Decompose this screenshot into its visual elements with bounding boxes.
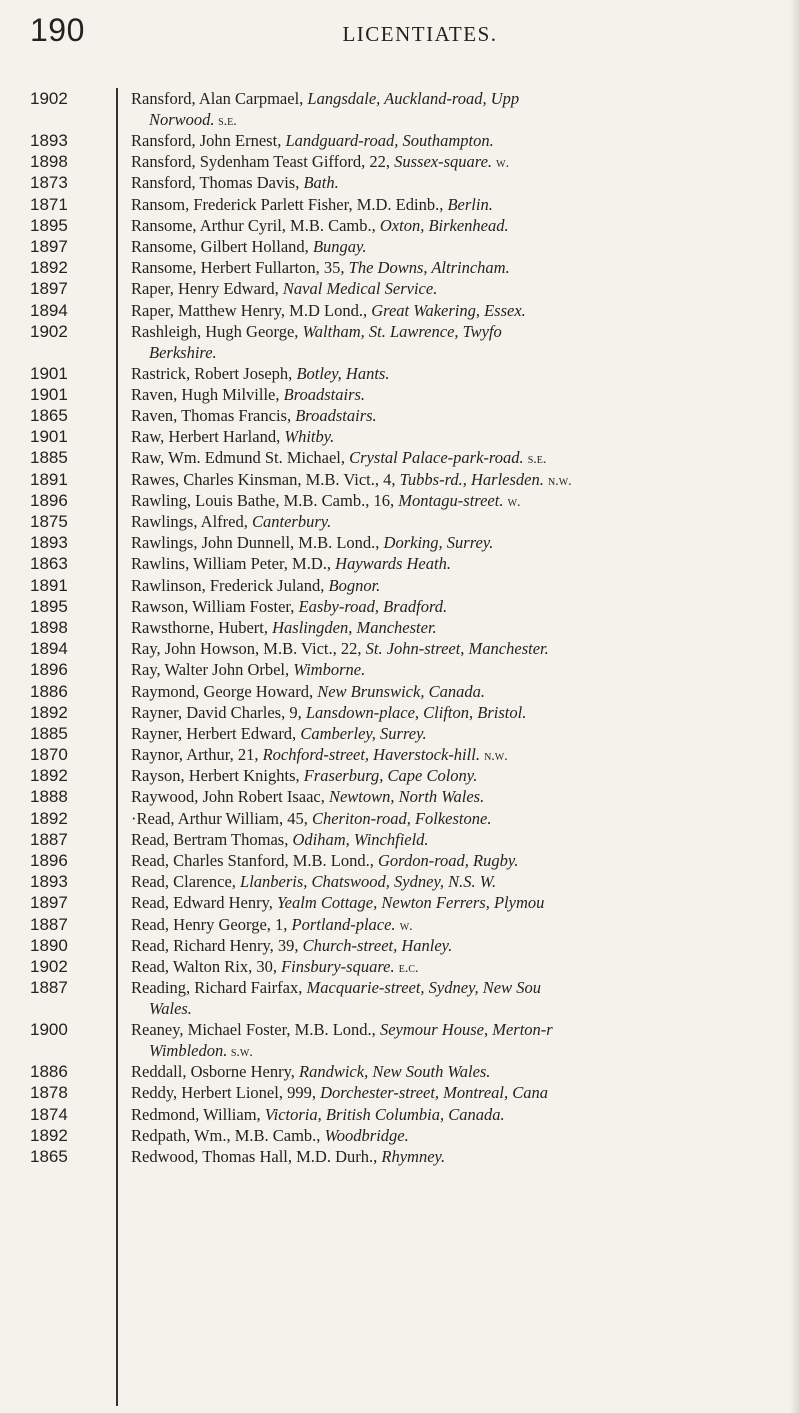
entry-year: 1892 — [30, 702, 68, 722]
entry-address: Gordon-road, Rugby. — [378, 851, 519, 870]
entry-address: Tubbs-rd., Harlesden. — [399, 469, 544, 489]
list-item — [0, 321, 800, 363]
entry-postal-district: e.c. — [398, 960, 419, 976]
list-item — [0, 553, 800, 574]
entry-year: 1886 — [30, 681, 68, 701]
entry-year: 1890 — [30, 935, 68, 955]
entry-name: Reading, Richard Fairfax, — [131, 978, 303, 998]
entry-text — [131, 1125, 791, 1146]
entry-text — [131, 300, 791, 321]
list-item — [0, 88, 800, 130]
entry-year: 1897 — [30, 279, 68, 299]
page-number: 190 — [30, 12, 85, 48]
entry-name: Ransome, Arthur Cyril, M.B. Camb., — [131, 215, 376, 235]
entry-name: Read, Clarence, — [131, 872, 236, 892]
entry-address: Broadstairs. — [295, 406, 377, 426]
list-item — [0, 892, 800, 913]
entry-text — [131, 511, 791, 532]
entry-year: 1898 — [30, 617, 68, 637]
entry-name: Read, Bertram Thomas, — [131, 829, 289, 849]
entry-address: Macquarie-street, Sydney, New Sou — [306, 978, 541, 998]
list-item — [0, 363, 800, 384]
entry-text — [131, 447, 791, 470]
entry-year: 1895 — [30, 215, 68, 235]
entry-name: Ransford, Alan Carpmael, — [131, 89, 304, 108]
entry-year: 1887 — [30, 978, 68, 998]
entry-text — [131, 617, 791, 638]
entry-text — [131, 659, 791, 680]
entry-year: 1887 — [30, 914, 68, 934]
entry-text — [131, 786, 791, 807]
entry-address: Langsdale, Auckland-road, Upp — [307, 89, 520, 108]
entry-text — [131, 829, 791, 850]
entry-name: Reddy, Herbert Lionel, 999, — [131, 1083, 316, 1103]
entry-text — [131, 744, 791, 767]
entry-name: Ray, Walter John Orbel, — [131, 660, 290, 680]
entry-name: Ransford, Thomas Davis, — [131, 173, 300, 193]
entry-postal-district: s.e. — [214, 114, 237, 129]
licentiates-list — [0, 88, 800, 1167]
entry-year: 1894 — [30, 300, 68, 320]
entry-address: Lansdown-place, Clifton, Bristol. — [305, 702, 527, 722]
entry-name: Raywood, John Robert Isaac, — [131, 787, 325, 807]
entry-name: Rastrick, Robert Joseph, — [131, 363, 293, 383]
entry-name: Rayner, David Charles, 9, — [131, 702, 302, 722]
entry-text — [131, 490, 791, 513]
entry-address: Haywards Heath. — [335, 554, 451, 574]
entry-name: Rayner, Herbert Edward, — [131, 723, 297, 743]
entry-year: 1897 — [30, 893, 68, 913]
list-item — [0, 977, 800, 1019]
entry-text — [131, 681, 791, 702]
entry-text — [131, 1104, 791, 1125]
entry-text — [131, 723, 791, 744]
list-item — [0, 532, 800, 553]
entry-address: Yealm Cottage, Newton Ferrers, Plymou — [277, 893, 545, 913]
list-item — [0, 575, 800, 596]
list-item — [0, 236, 800, 257]
entry-address: Odiham, Winchfield. — [292, 829, 429, 849]
entry-address: Easby-road, Bradford. — [298, 596, 448, 616]
entry-year: 1893 — [30, 131, 68, 150]
entry-year: 1863 — [30, 554, 68, 574]
entry-name: Raper, Matthew Henry, M.D Lond., — [131, 300, 368, 320]
entry-name: Rayson, Herbert Knights, — [131, 766, 300, 786]
entry-address: Whitby. — [284, 427, 335, 447]
entry-address: Finsbury-square. — [281, 956, 395, 976]
entry-year: 1871 — [30, 194, 68, 214]
entry-address: Berlin. — [447, 194, 493, 214]
entry-year: 1892 — [30, 1125, 68, 1145]
entry-name: Read, Edward Henry, — [131, 893, 273, 913]
entry-year: 1901 — [30, 427, 68, 447]
entry-year: 1878 — [30, 1083, 68, 1103]
entry-address: New Brunswick, Canada. — [317, 681, 485, 701]
entry-address: Great Wakering, Essex. — [371, 300, 526, 320]
list-item — [0, 1104, 800, 1125]
list-item — [0, 300, 800, 321]
entry-postal-district: s.e. — [527, 452, 547, 468]
entry-address: Seymour House, Merton-r — [379, 1020, 553, 1040]
list-item — [0, 490, 800, 511]
entry-name: Raynor, Arthur, 21, — [131, 745, 259, 765]
entry-year: 1886 — [30, 1062, 68, 1082]
entry-year: 1893 — [30, 872, 68, 892]
entry-name: Raven, Thomas Francis, — [131, 406, 292, 426]
entry-text — [131, 914, 791, 937]
entry-text — [131, 956, 791, 979]
entry-year: 1887 — [30, 829, 68, 849]
entry-text — [131, 765, 791, 786]
entry-address: Rhymney. — [381, 1146, 446, 1166]
entry-address: Bungay. — [312, 236, 367, 256]
entry-address: Rochford-street, Haverstock-hill. — [262, 745, 480, 765]
list-item — [0, 215, 800, 236]
entry-year: 1892 — [30, 766, 68, 786]
list-item — [0, 681, 800, 702]
entry-text — [131, 1146, 791, 1167]
entry-name: Rawlinson, Frederick Juland, — [131, 575, 325, 595]
entry-text — [131, 405, 791, 426]
entry-text — [131, 702, 791, 723]
entry-name: Ransome, Herbert Fullarton, 35, — [131, 258, 345, 278]
entry-text — [131, 1019, 791, 1063]
list-item — [0, 914, 800, 935]
list-item — [0, 765, 800, 786]
entry-address-continued: Norwood. s.e. — [149, 110, 237, 129]
entry-year: 1893 — [30, 533, 68, 553]
list-item — [0, 808, 800, 829]
entry-year: 1885 — [30, 723, 68, 743]
list-item — [0, 638, 800, 659]
entry-year: 1902 — [30, 89, 68, 108]
entry-name: Read, Richard Henry, 39, — [131, 935, 299, 955]
entry-address: Victoria, British Columbia, Canada. — [264, 1104, 505, 1124]
entry-name: Ray, John Howson, M.B. Vict., 22, — [131, 639, 362, 659]
entry-year: 1892 — [30, 808, 68, 828]
entry-text — [131, 172, 791, 193]
entry-address: Camberley, Surrey. — [300, 723, 427, 743]
entry-address: Llanberis, Chatswood, Sydney, N.S. W. — [240, 872, 497, 892]
entry-name: Rawlings, Alfred, — [131, 512, 248, 531]
entry-postal-district: w. — [507, 494, 521, 510]
entry-name: Rawlins, William Peter, M.D., — [131, 554, 332, 574]
list-item — [0, 469, 800, 490]
entry-year: 1896 — [30, 660, 68, 680]
list-item — [0, 1019, 800, 1061]
entry-text — [131, 871, 791, 892]
entry-year: 1896 — [30, 851, 68, 870]
entry-text — [131, 850, 791, 871]
entry-name: Rashleigh, Hugh George, — [131, 321, 299, 341]
entry-text — [131, 532, 791, 553]
entry-address: Botley, Hants. — [296, 363, 390, 383]
entry-address: The Downs, Altrincham. — [348, 258, 510, 278]
entry-text — [131, 151, 791, 174]
list-item — [0, 871, 800, 892]
entry-year: 1901 — [30, 363, 68, 383]
entry-text — [131, 426, 791, 447]
entry-address: Dorking, Surrey. — [383, 533, 494, 553]
entry-address: Montagu-street. — [398, 490, 504, 510]
entry-text — [131, 278, 791, 299]
entry-address: Bognor. — [328, 575, 381, 595]
list-item — [0, 702, 800, 723]
entry-address: Sussex-square. — [394, 152, 493, 172]
list-item — [0, 447, 800, 468]
entry-text — [131, 321, 791, 363]
entry-address: St. John-street, Manchester. — [365, 639, 549, 659]
entry-text — [131, 257, 791, 278]
entry-name: ·Read, Arthur William, 45, — [131, 808, 308, 828]
entry-text — [131, 808, 791, 829]
list-item — [0, 257, 800, 278]
list-item — [0, 829, 800, 850]
entry-name: Redpath, Wm., M.B. Camb., — [131, 1125, 321, 1145]
list-item — [0, 1146, 800, 1167]
entry-text — [131, 469, 791, 492]
entry-year: 1900 — [30, 1020, 68, 1040]
entry-postal-district: n.w. — [548, 473, 572, 489]
list-item — [0, 130, 800, 151]
entry-address: Church-street, Hanley. — [302, 935, 453, 955]
entry-year: 1865 — [30, 1146, 68, 1166]
entry-address: Randwick, New South Wales. — [299, 1062, 491, 1082]
entry-name: Read, Charles Stanford, M.B. Lond., — [131, 851, 374, 870]
entry-address: Naval Medical Service. — [282, 279, 438, 299]
entry-postal-district: s.w. — [227, 1045, 253, 1061]
entry-address: Broadstairs. — [283, 384, 366, 404]
entry-text — [131, 236, 791, 257]
entry-name: Ransford, John Ernest, — [131, 131, 282, 150]
entry-address: Waltham, St. Lawrence, Twyfo — [302, 321, 502, 341]
entry-year: 1895 — [30, 596, 68, 616]
entry-year: 1870 — [30, 745, 68, 765]
entry-name: Rawsthorne, Hubert, — [131, 617, 269, 637]
list-item — [0, 278, 800, 299]
entry-address: Fraserburg, Cape Colony. — [303, 766, 478, 786]
list-item — [0, 723, 800, 744]
entry-address: Haslingden, Manchester. — [272, 617, 437, 637]
list-item — [0, 850, 800, 871]
entry-text — [131, 638, 791, 659]
entry-address-continued: Berkshire. — [149, 342, 217, 362]
list-item — [0, 194, 800, 215]
entry-name: Raymond, George Howard, — [131, 681, 314, 701]
list-item — [0, 426, 800, 447]
list-item — [0, 956, 800, 977]
entry-year: 1875 — [30, 512, 68, 531]
entry-name: Read, Henry George, 1, — [131, 914, 288, 934]
entry-text — [131, 596, 791, 617]
entry-name: Raper, Henry Edward, — [131, 279, 279, 299]
entry-year: 1892 — [30, 258, 68, 278]
entry-address: Canterbury. — [252, 512, 332, 531]
entry-address: Cheriton-road, Folkestone. — [311, 808, 492, 828]
entry-name: Rawling, Louis Bathe, M.B. Camb., 16, — [131, 490, 395, 510]
entry-year: 1894 — [30, 639, 68, 659]
entry-name: Redwood, Thomas Hall, M.D. Durh., — [131, 1146, 378, 1166]
entry-year: 1873 — [30, 173, 68, 193]
entry-postal-district: w. — [399, 918, 413, 934]
entry-text — [131, 977, 791, 1019]
list-item — [0, 384, 800, 405]
entry-text — [131, 1082, 791, 1103]
entry-name: Raw, Wm. Edmund St. Michael, — [131, 448, 346, 468]
entry-text — [131, 575, 791, 596]
entry-name: Raw, Herbert Harland, — [131, 427, 281, 447]
entry-text — [131, 1061, 791, 1082]
entry-text — [131, 194, 791, 215]
entry-year: 1891 — [30, 575, 68, 595]
entry-year: 1891 — [30, 469, 68, 489]
list-item — [0, 511, 800, 532]
entry-text — [131, 384, 791, 405]
entry-text — [131, 215, 791, 236]
list-item — [0, 172, 800, 193]
entry-address: Newtown, North Wales. — [328, 787, 485, 807]
list-item — [0, 786, 800, 807]
entry-text — [131, 363, 791, 384]
entry-postal-district: n.w. — [484, 749, 508, 765]
entry-name: Raven, Hugh Milville, — [131, 384, 280, 404]
list-item — [0, 617, 800, 638]
entry-year: 1902 — [30, 321, 68, 341]
entry-name: Ransome, Gilbert Holland, — [131, 236, 309, 256]
entry-name: Rawes, Charles Kinsman, M.B. Vict., 4, — [131, 469, 396, 489]
entry-name: Reaney, Michael Foster, M.B. Lond., — [131, 1020, 376, 1040]
entry-postal-district: w. — [496, 156, 510, 172]
entry-address: Landguard-road, Southampton. — [285, 131, 494, 150]
entry-text — [131, 892, 791, 913]
entry-name: Reddall, Osborne Henry, — [131, 1062, 295, 1082]
entry-year: 1885 — [30, 448, 68, 468]
entry-address-continued: Wales. — [149, 999, 192, 1019]
list-item — [0, 151, 800, 172]
entry-year: 1865 — [30, 406, 68, 426]
list-item — [0, 935, 800, 956]
entry-year: 1874 — [30, 1104, 68, 1124]
running-head: LICENTIATES. — [342, 22, 498, 46]
entry-address: Portland-place. — [291, 914, 396, 934]
entry-year: 1898 — [30, 152, 68, 172]
entry-year: 1901 — [30, 384, 68, 404]
list-item — [0, 596, 800, 617]
entry-year: 1896 — [30, 490, 68, 510]
entry-name: Rawson, William Foster, — [131, 596, 295, 616]
list-item — [0, 659, 800, 680]
entry-address: Oxton, Birkenhead. — [379, 215, 509, 235]
entry-name: Read, Walton Rix, 30, — [131, 956, 277, 976]
entry-text — [131, 130, 791, 151]
entry-address: Crystal Palace-park-road. — [349, 448, 524, 468]
entry-address: Wimborne. — [293, 660, 366, 680]
list-item — [0, 1061, 800, 1082]
entry-name: Ransom, Frederick Parlett Fisher, M.D. Edinb., — [131, 194, 444, 214]
list-item — [0, 744, 800, 765]
list-item — [0, 405, 800, 426]
entry-name: Redmond, William, — [131, 1104, 261, 1124]
entry-year: 1897 — [30, 236, 68, 256]
entry-address: Woodbridge. — [324, 1125, 409, 1145]
entry-name: Ransford, Sydenham Teast Gifford, 22, — [131, 152, 390, 172]
entry-year: 1888 — [30, 787, 68, 807]
list-item — [0, 1082, 800, 1103]
entry-year: 1902 — [30, 956, 68, 976]
entry-address: Dorchester-street, Montreal, Cana — [320, 1083, 548, 1103]
list-item — [0, 1125, 800, 1146]
entry-address-continued: Wimbledon. s.w. — [149, 1041, 253, 1061]
entry-text — [131, 935, 791, 956]
entry-address: Bath. — [303, 173, 339, 193]
entry-text — [131, 88, 791, 132]
entry-name: Rawlings, John Dunnell, M.B. Lond., — [131, 533, 380, 553]
entry-text — [131, 553, 791, 574]
